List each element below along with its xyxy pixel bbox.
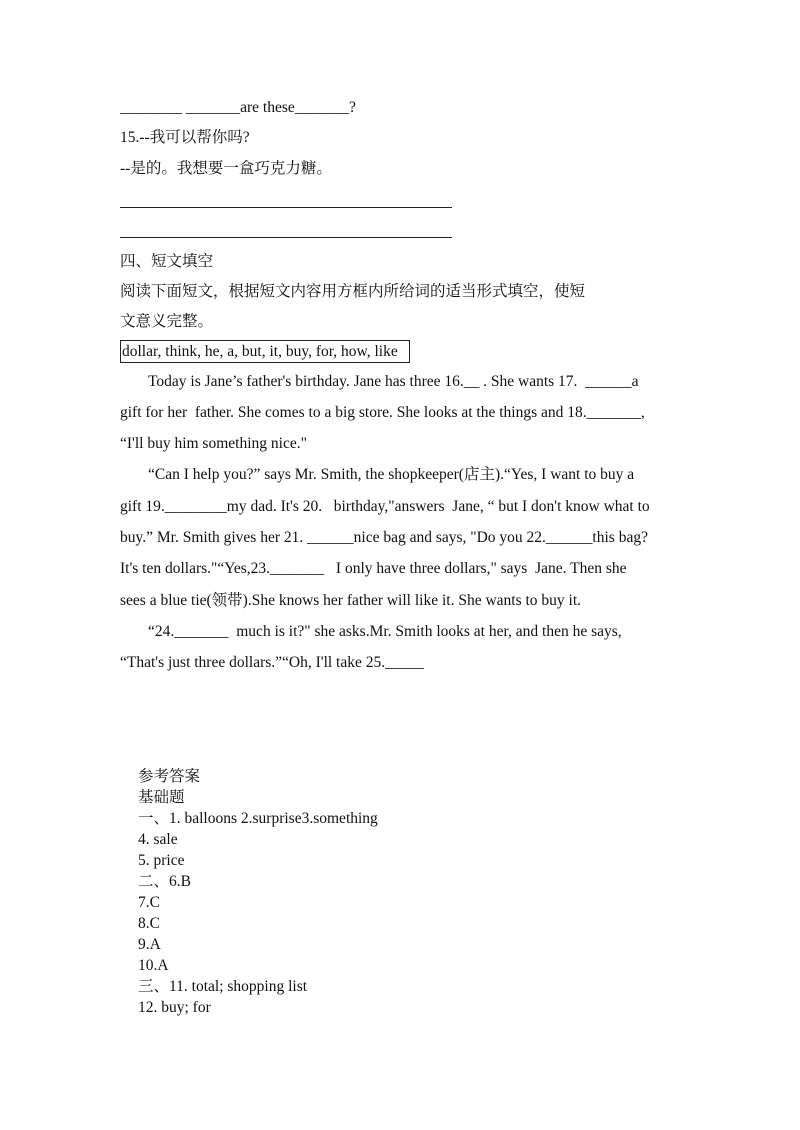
question-14-blank-line: ________ _______are these_______? xyxy=(120,99,356,116)
passage-line: gift for her father. She comes to a big store. She looks at the things and 18._______, xyxy=(120,404,645,421)
passage-line: gift 19.________my dad. It's 20. birthday,"answers Jane, “ but I don't know what to xyxy=(120,498,650,515)
answer-rule-1 xyxy=(120,207,452,208)
answers-title: 参考答案 xyxy=(138,768,201,785)
question-15-reply: --是的。我想要一盒巧克力糖。 xyxy=(120,160,332,177)
answer-line: 一、1. balloons 2.surprise3.something xyxy=(138,810,378,827)
answer-line: 8.C xyxy=(138,915,160,932)
answer-line: 三、11. total; shopping list xyxy=(138,978,308,995)
question-15-prompt: 15.--我可以帮你吗? xyxy=(120,129,250,146)
answer-line: 12. buy; for xyxy=(138,999,211,1016)
answers-subtitle: 基础题 xyxy=(138,789,185,806)
answer-line: 5. price xyxy=(138,852,185,869)
answer-line: 10.A xyxy=(138,957,169,974)
passage-line: sees a blue tie(领带).She knows her father will like it. She wants to buy it. xyxy=(120,592,582,609)
answer-line: 4. sale xyxy=(138,831,178,848)
passage-line: Today is Jane’s father's birthday. Jane has three 16.__ . She wants 17. ______a xyxy=(148,373,639,390)
section-heading: 四、短文填空 xyxy=(120,253,214,270)
answer-line: 7.C xyxy=(138,894,160,911)
answer-line: 9.A xyxy=(138,936,161,953)
word-bank-box: dollar, think, he, a, but, it, buy, for, how, like xyxy=(120,340,410,363)
passage-line: buy.” Mr. Smith gives her 21. ______nice bag and says, "Do you 22.______this bag? xyxy=(120,529,648,546)
answer-rule-2 xyxy=(120,237,452,238)
passage-line: “24._______ much is it?" she asks.Mr. Smith looks at her, and then he says, xyxy=(148,623,622,640)
passage-line: It's ten dollars."“Yes,23._______ I only have three dollars," says Jane. Then she xyxy=(120,560,627,577)
passage-line: “I'll buy him something nice." xyxy=(120,435,307,452)
passage-line: “That's just three dollars.”“Oh, I'll take 25._____ xyxy=(120,654,424,671)
instruction-line-1: 阅读下面短文，根据短文内容用方框内所给词的适当形式填空，使短 xyxy=(120,283,586,300)
passage-line: “Can I help you?” says Mr. Smith, the shopkeeper(店主).“Yes, I want to buy a xyxy=(148,466,635,483)
answer-line: 二、6.B xyxy=(138,873,191,890)
instruction-line-2: 文意义完整。 xyxy=(120,313,214,330)
